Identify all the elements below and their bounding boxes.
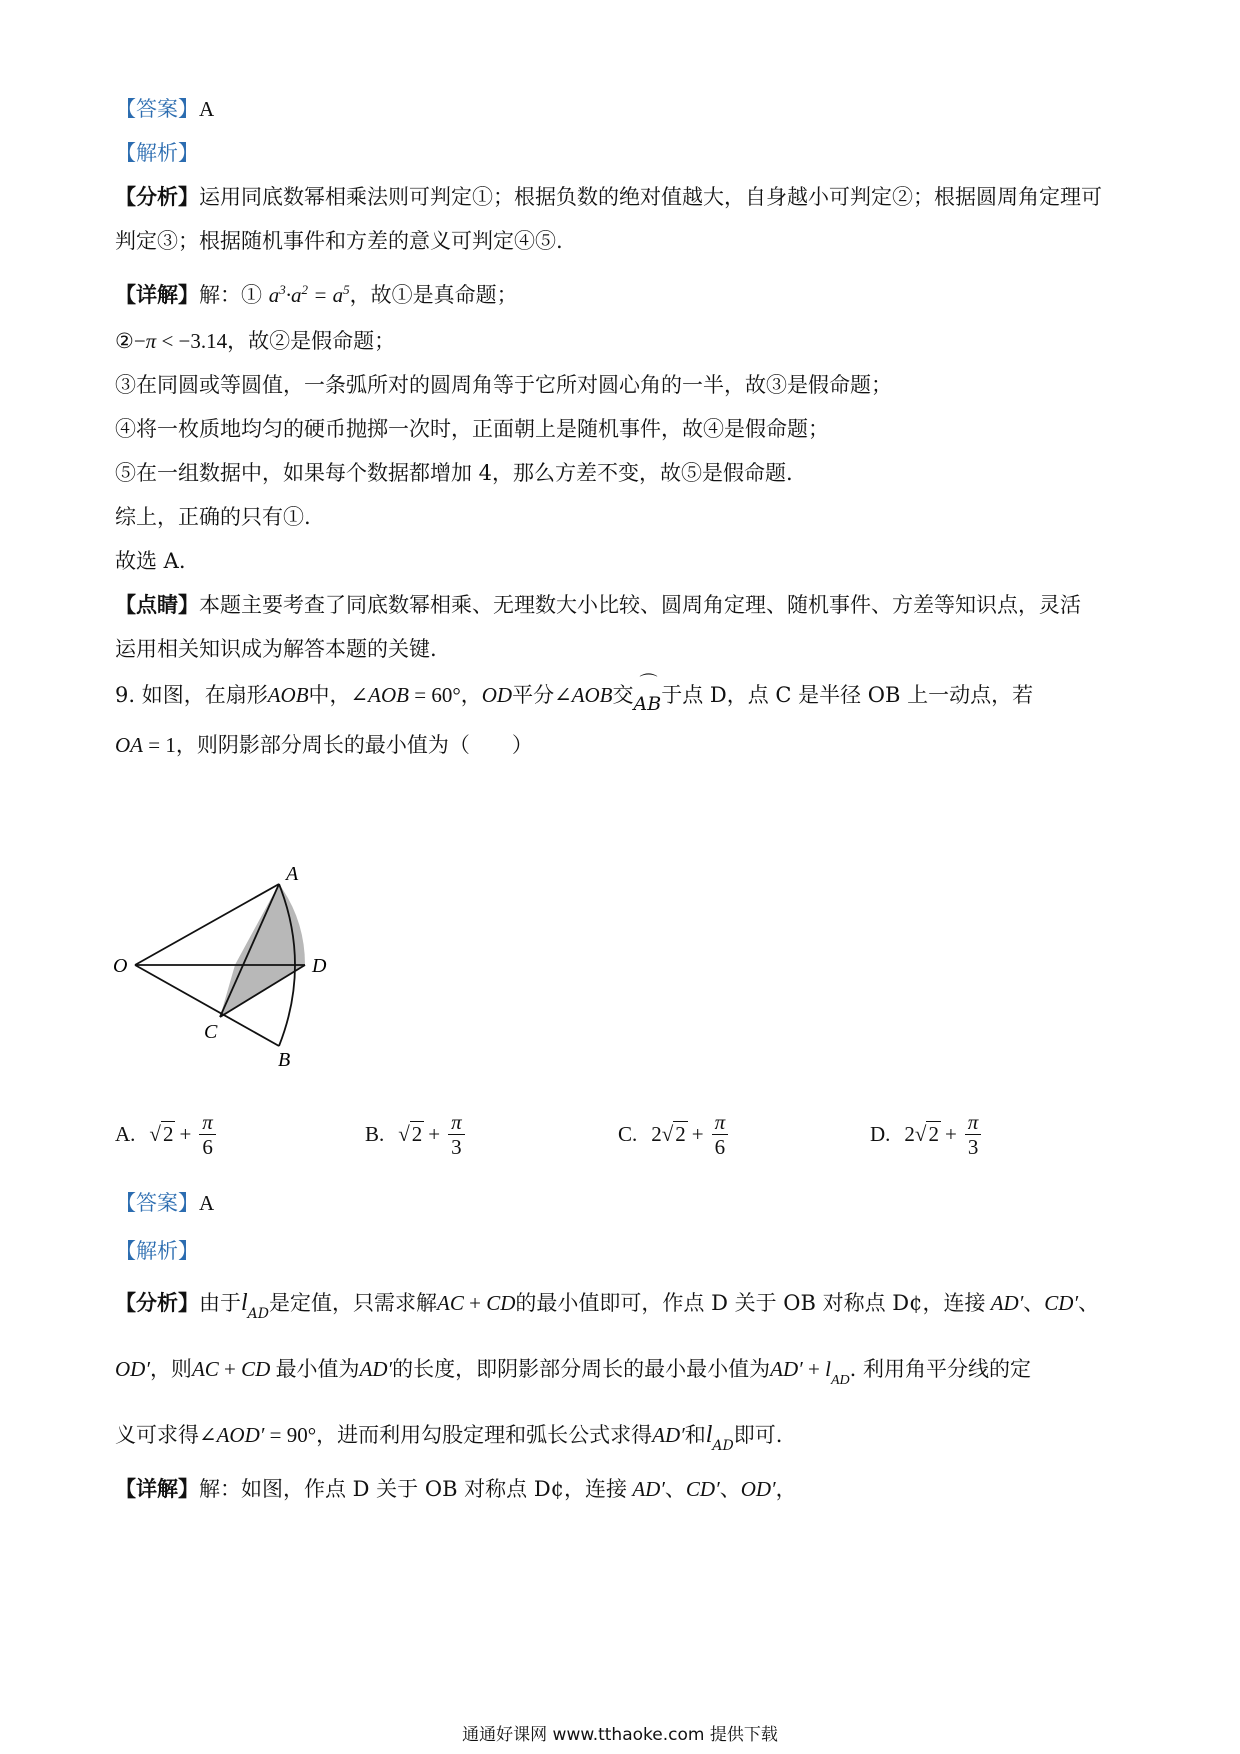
- label-o: O: [113, 955, 128, 977]
- q8-choice: 故选 A.: [115, 549, 186, 573]
- dianjing-tag: 【点睛】: [115, 592, 199, 617]
- xiangjie-suffix: ，故①是真命题；: [349, 283, 518, 307]
- q8-item5: ⑤在一组数据中，如果每个数据都增加 4，那么方差不变，故⑤是假命题.: [115, 461, 793, 485]
- math-aob: AOB: [267, 683, 309, 707]
- q8-item4: ④将一枚质地均匀的硬币抛掷一次时，正面朝上是随机事件，故④是假命题；: [115, 417, 829, 441]
- xiangjie-tag: 【详解】: [115, 1476, 199, 1501]
- math-angle: ∠AOB = 60°: [350, 683, 461, 707]
- label-a: A: [286, 863, 299, 885]
- option-b[interactable]: B. √2 + $\frac{\pi}{3}$: [365, 1110, 465, 1159]
- option-label: A.: [115, 1122, 136, 1146]
- math-angle2: ∠AOB: [554, 683, 613, 707]
- q8-item2: [115, 326, 395, 356]
- item2-prefix: ②: [115, 329, 134, 353]
- stem-p6: 于点 D，点 C 是半径 OB 上一动点，若: [661, 683, 1034, 707]
- q8-summary: 综上，正确的只有①.: [115, 505, 311, 529]
- answer-tag: 【答案】: [115, 1191, 199, 1215]
- math-oa: OA = 1: [115, 733, 176, 757]
- q9-fenxi-line3: 义可求得∠AOD′ = 90°，进而利用勾股定理和弧长公式求得AD′和$l_{AD}$即可.: [115, 1422, 783, 1454]
- option-label: C.: [618, 1122, 638, 1146]
- option-label: B.: [365, 1122, 385, 1146]
- stem-p2: 中，: [308, 683, 351, 707]
- fenxi-tag: 【分析】: [115, 1290, 199, 1315]
- fraction: $\frac{\pi}{6}$: [712, 1110, 729, 1159]
- sqrt-expr: 2√2: [651, 1122, 686, 1146]
- label-c: C: [204, 1021, 218, 1043]
- fraction: $\frac{\pi}{6}$: [199, 1110, 216, 1159]
- sector-diagram: [100, 860, 340, 1070]
- q8-item3: ③在同圆或等圆值，一条弧所对的圆周角等于它所对圆心角的一半，故③是假命题；: [115, 373, 892, 397]
- sqrt-expr: √2: [149, 1122, 174, 1146]
- analysis-tag: 【解析】: [115, 141, 199, 165]
- option-c[interactable]: C. 2√2 + $\frac{\pi}{6}$: [618, 1110, 728, 1159]
- item2-suffix: ，故②是假命题；: [227, 329, 396, 353]
- xiangjie-tag: 【详解】: [115, 282, 199, 307]
- stem-p1: 9. 如图，在扇形: [115, 683, 268, 707]
- formula-pi: −π < −3.14: [133, 329, 228, 353]
- q9-answer-line: [115, 1188, 214, 1218]
- q8-dianjing-line2: 运用相关知识成为解答本题的关键.: [115, 637, 437, 661]
- label-d: D: [312, 955, 327, 977]
- q9-stem-line1: [115, 680, 1034, 715]
- answer-value: A: [199, 97, 215, 121]
- label-b: B: [278, 1049, 291, 1070]
- fenxi-text: 运用同底数幂相乘法则可判定①；根据负数的绝对值越大，自身越小可判定②；根据圆周角定理可: [199, 185, 1102, 209]
- q9-xiangjie-line: 【详解】解：如图，作点 D 关于 OB 对称点 D¢，连接 AD′、CD′、OD′，: [115, 1476, 797, 1501]
- fraction: $\frac{\pi}{3}$: [448, 1110, 465, 1159]
- sqrt-expr: 2√2: [904, 1122, 939, 1146]
- q8-fenxi-line2: 判定③；根据随机事件和方差的意义可判定④⑤.: [115, 229, 563, 253]
- q9-fenxi-line2: OD′，则AC + CD 最小值为AD′的长度，即阴影部分周长的最小最小值为$AD' + l_{AD}$. 利用角平分线的定: [115, 1357, 1031, 1388]
- fenxi-tag: 【分析】: [115, 184, 199, 209]
- q9-stem-line2: [115, 730, 533, 760]
- answer-tag: 【答案】: [115, 97, 199, 121]
- math-arc-ab: ⌒ AB: [634, 689, 662, 719]
- analysis-tag: 【解析】: [115, 1239, 199, 1263]
- q8-dianjing-line1: [115, 590, 1081, 620]
- q9-fenxi-line1: 【分析】由于$l_{AD}$是定值，只需求解AC + CD的最小值即可，作点 D 关于 OB 对称点 D¢，连接 AD′、CD′、: [115, 1290, 1100, 1322]
- stem-p5: 交: [612, 683, 634, 707]
- option-a[interactable]: A. √2 + $\frac{\pi}{6}$: [115, 1110, 216, 1159]
- sqrt-expr: √2: [398, 1122, 423, 1146]
- option-label: D.: [870, 1122, 891, 1146]
- math-od: OD: [481, 683, 513, 707]
- dianjing-text: 本题主要考查了同底数幂相乘、无理数大小比较、圆周角定理、随机事件、方差等知识点，灵活: [199, 593, 1081, 617]
- stem-p3: ，: [460, 683, 482, 707]
- formula-exponent: $a^3\cdot a^2 = a^5$: [268, 282, 350, 307]
- xiangjie-prefix: 解：①: [199, 283, 262, 307]
- q8-answer-line: [115, 94, 214, 124]
- option-d[interactable]: D. 2√2 + $\frac{\pi}{3}$: [870, 1110, 981, 1159]
- answer-value: A: [199, 1191, 215, 1215]
- q8-xiangjie-line: [115, 275, 518, 310]
- q8-fenxi-line1: [115, 182, 1102, 212]
- footer: 通通好课网 www.tthaoke.com 提供下载: [462, 1725, 778, 1745]
- stem-line2-suffix: ，则阴影部分周长的最小值为（ ）: [175, 733, 533, 757]
- stem-p4: 平分: [512, 683, 555, 707]
- fraction: $\frac{\pi}{3}$: [965, 1110, 982, 1159]
